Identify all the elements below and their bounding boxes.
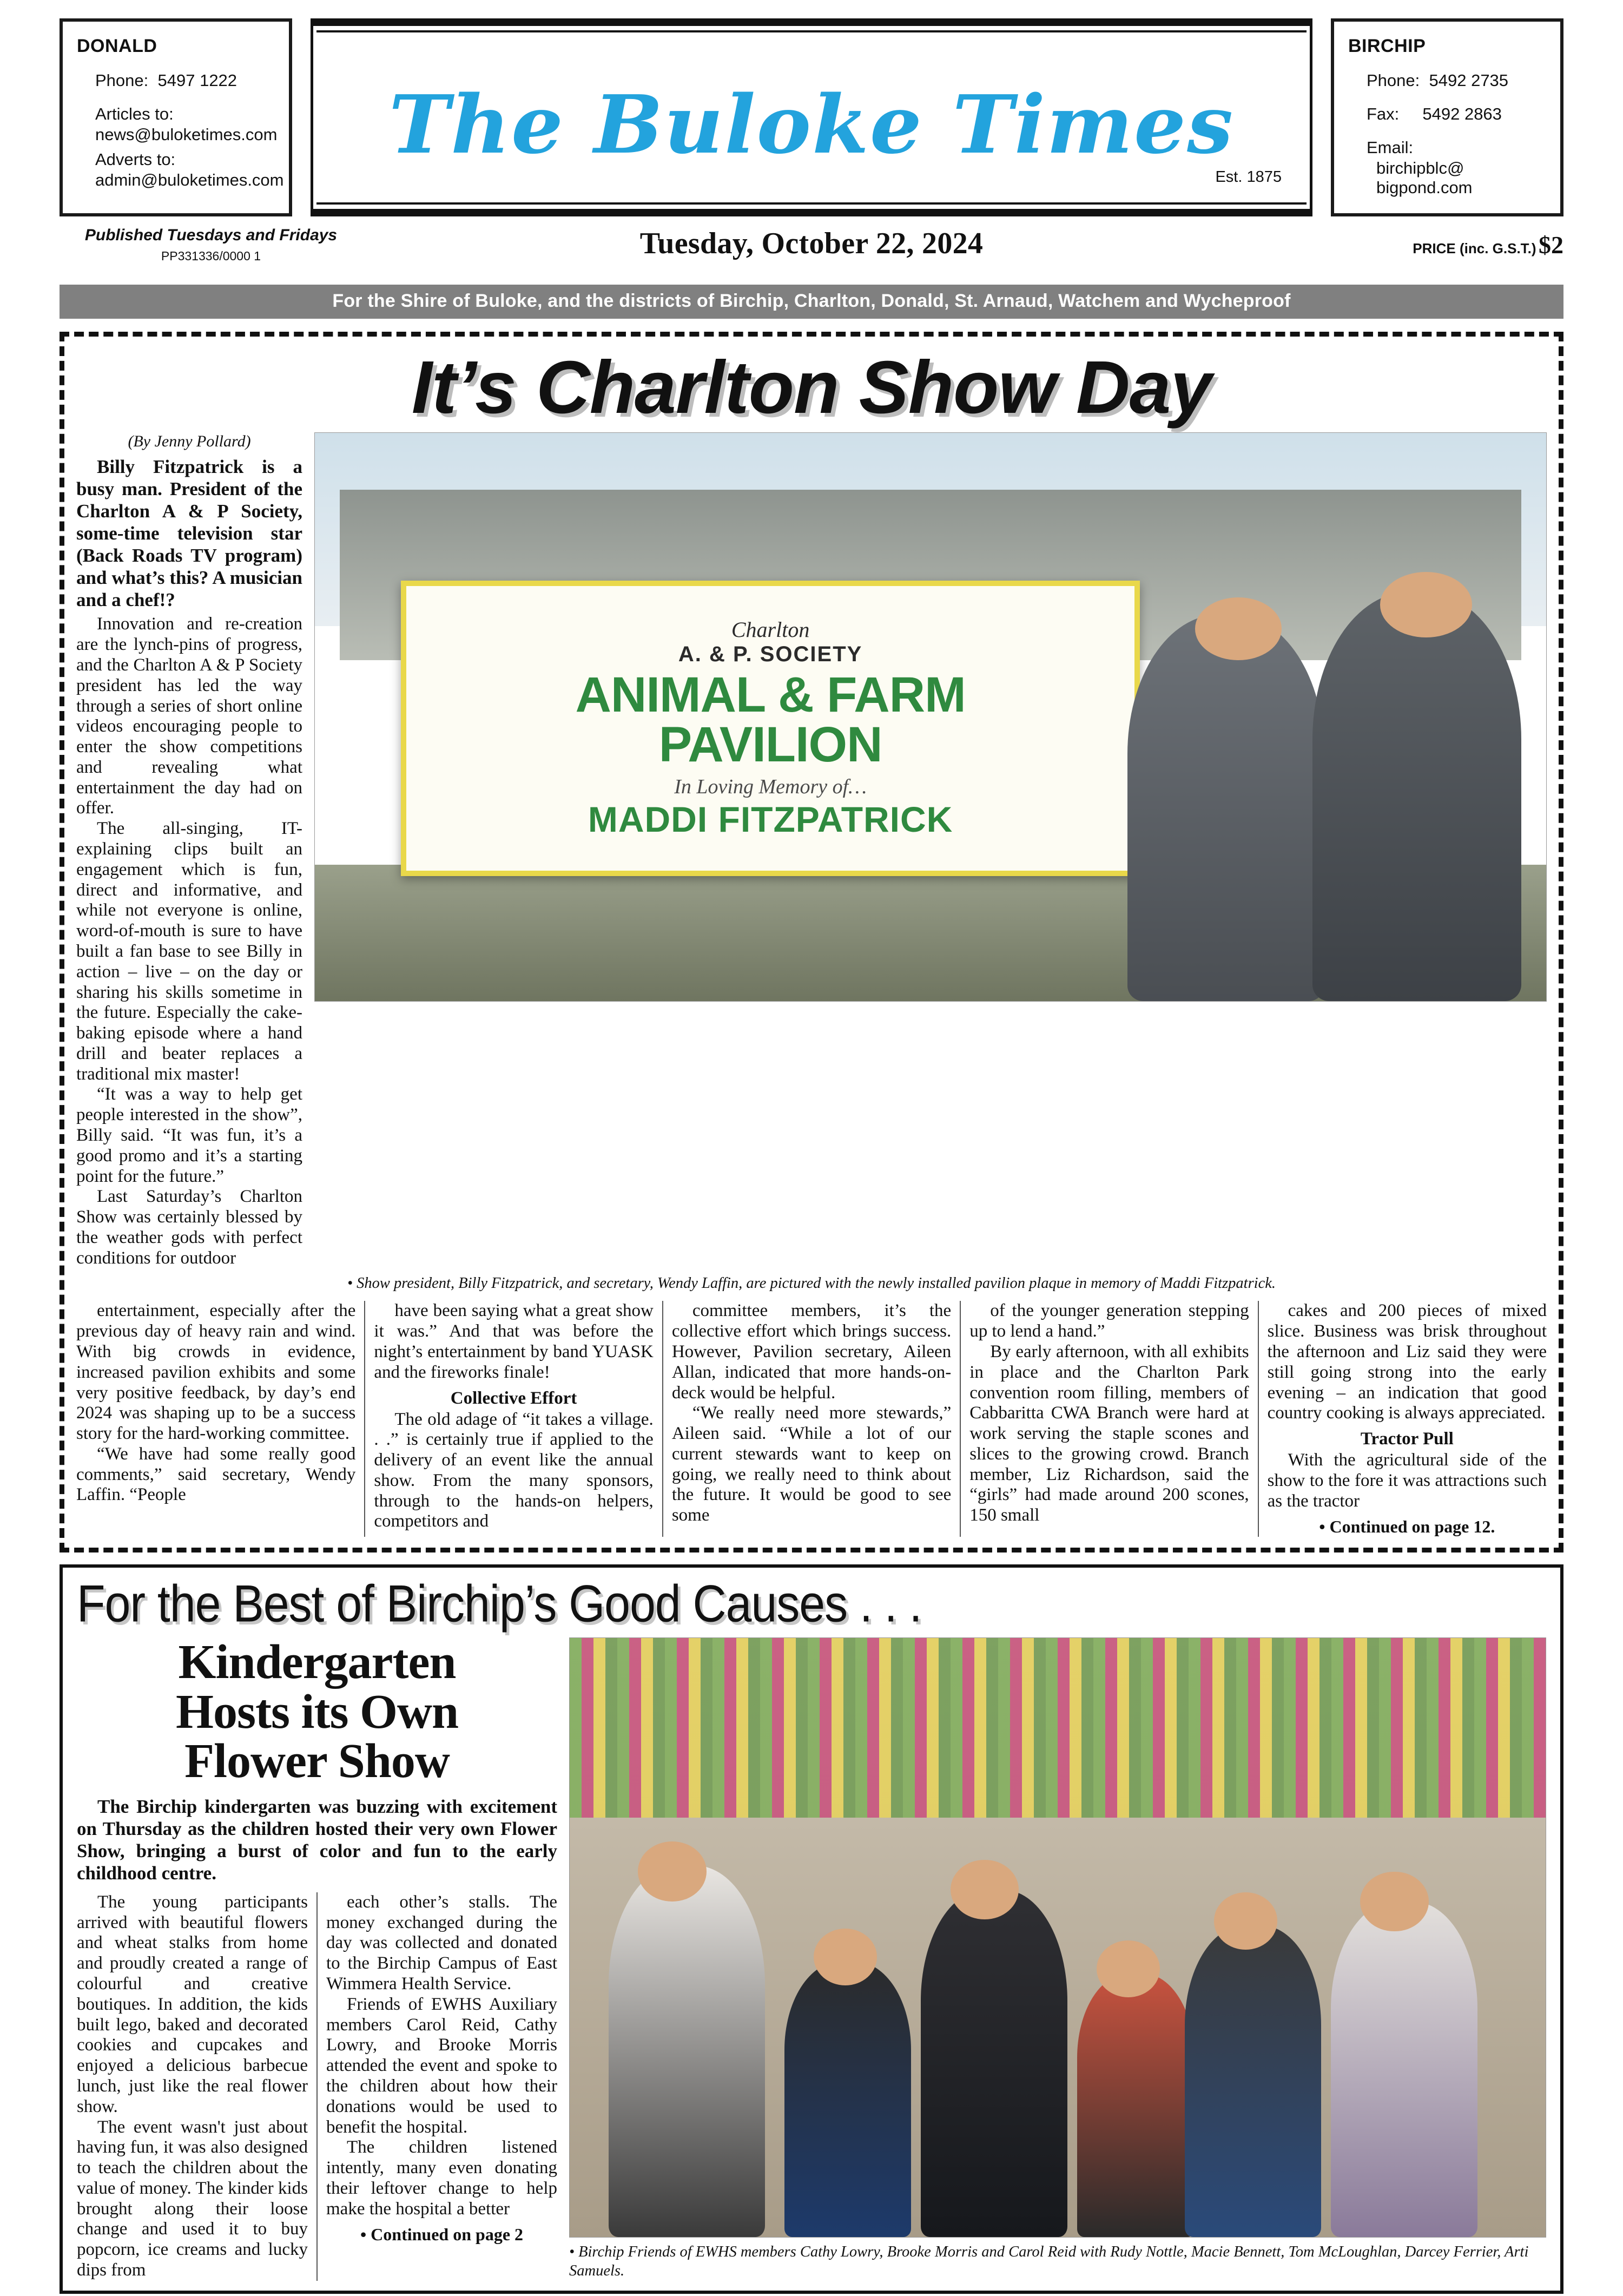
story1-headline: It’s Charlton Show Day [411, 346, 1212, 429]
s2-c2-p1: Friends of EWHS Auxiliary members Carol Reid, Cathy Lowry, and Brooke Morris attended the event and spoke to the children about how their donations would be used to benefit the hospital. [326, 1994, 557, 2137]
birchip-fax-value: 5492 2863 [1422, 104, 1502, 123]
s2-c1-p1: The event wasn't just about having fun, it was also designed to teach the children about the value of money. The kinder kids brought along their loose change and used it to buy popcorn, ice creams and lucky dips from [77, 2117, 308, 2280]
story1-bottom-col-5 [1259, 1301, 1547, 1537]
masthead-subline [0, 216, 1623, 277]
photo-adult-1 [609, 1866, 765, 2238]
s1b-c3-p1: “We really need more stewards,” Aileen said. “While a lot of our current stewards want to keep on going, we really need to think about the future. It would be good to see some [671, 1403, 952, 1525]
donald-articles-email[interactable]: news@buloketimes.com [95, 125, 278, 144]
contact-box-birchip [1331, 18, 1563, 216]
s1b-c4-p0: of the younger generation stepping up to lend a hand.” [969, 1301, 1249, 1341]
story2-headline-line-2: Hosts its Own [175, 1685, 459, 1739]
story1-continued-link[interactable]: • Continued on page 12. [1319, 1517, 1495, 1537]
story2-headline-line-1: Kindergarten [178, 1635, 456, 1689]
story1-photo-caption: • Show president, Billy Fitzpatrick, and secretary, Wendy Laffin, are pictured with the newly installed pavilion plaque in memory of Maddi Fitzpatrick. [347, 1275, 1276, 1292]
photo-art-kinder [570, 1638, 1546, 2237]
price-label: PRICE (inc. G.S.T.) [1413, 240, 1536, 256]
story1-col1-para-2: “It was a way to help get people interested in the show”, Billy said. “It was fun, it’s a good promo and it’s a starting point for the future.” [76, 1084, 302, 1186]
birchip-fax-label: Fax: [1367, 104, 1400, 123]
photo-child-3-head [1214, 1892, 1277, 1949]
nameplate-rule-bottom [316, 202, 1307, 205]
birchip-email-line2: bigpond.com [1376, 177, 1473, 197]
donald-phone-value: 5497 1222 [157, 71, 237, 90]
photo-person-secretary [1127, 615, 1324, 1001]
story2-text-columns [77, 1892, 557, 2281]
s1b-c5-p0: cakes and 200 pieces of mixed slice. Business was brisk throughout the afternoon and Liz said they were still going strong into the early evening – an indication that good country cooking is always appreciated. [1267, 1301, 1547, 1423]
donald-phone-label: Phone: [95, 71, 149, 90]
birchip-fax-row [1367, 104, 1546, 124]
sign-line-4: PAVILION [658, 716, 882, 772]
photo-child-4-head [1360, 1872, 1428, 1932]
story1-col1-para-1: The all-singing, IT-explaining clips built an engagement which is fun, direct and informative, and while not everyone is online, word-of-mouth is sure to have built a fan base to see Billy in action – live – on the day or sharing his skills sometime in the future. Especially the cake-baking episode where a hand drill and beater replaces a traditional mix master! [76, 819, 302, 1084]
s1b-c2-p1: The old adage of “it takes a village. . .” is certainly true if applied to the delivery of an event like the annual show. From the many sponsors, through to the hands-on helpers, competitors and [374, 1409, 654, 1531]
story2-col-1 [77, 1892, 318, 2281]
masthead [0, 0, 1623, 216]
story2-photo-block [569, 1637, 1546, 2281]
price-block [1261, 226, 1563, 259]
story1-bottom-col-4 [961, 1301, 1258, 1537]
photo-child-4 [1331, 1902, 1477, 2237]
s2-c2-p2: The children listened intently, many even donating their leftover change to help make the hospital a better [326, 2137, 557, 2219]
photo-child-1 [784, 1962, 912, 2237]
sign-line-3: ANIMAL & FARM [575, 667, 966, 722]
s1b-c3-p0: committee members, it’s the collective effort which brings success. However, Pavilion secretary, Aileen Allan, indicated that more hands-on-deck would be helpful. [671, 1301, 952, 1403]
pavilion-plaque-sign [401, 581, 1140, 876]
story2-lead: The Birchip kindergarten was buzzing with excitement on Thursday as the children hosted their very own Flower Show, bringing a burst of color and fun to the early childhood centre. [77, 1796, 557, 1884]
photo-adult-1-head [638, 1841, 706, 1902]
story2-headline [77, 1637, 557, 1786]
story2-col-2 [318, 1892, 557, 2281]
photo-adult-2 [921, 1890, 1067, 2237]
story1-lead: Billy Fitzpatrick is a busy man. President of the Charlton A & P Society, some-time television star (Back Roads TV program) and what’s this? A musician and a chef!? [76, 456, 302, 610]
s1b-c2-subhead: Collective Effort [450, 1388, 577, 1408]
s2-c1-p0: The young participants arrived with beautiful flowers and wheat stalks from home and proudly created a range of colourful and creative boutiques. In addition, the kids built lego, baked and decorated cookies and cupcakes and enjoyed a delicious barbecue lunch, just like the real flower show. [77, 1892, 308, 2116]
issue-date-block [362, 226, 1261, 261]
s1b-c1-p0: entertainment, especially after the previous day of heavy rain and wind. With big crowds in evidence, increased pavilion exhibits and some very positive feedback, by day’s end 2024 was shaping up to be a success story for the hard-working committee. [76, 1301, 356, 1444]
story1-col1-para-0: Innovation and re-creation are the lynch-pins of progress, and the Charlton A & P Society president has led the way through a series of short online videos encouraging people to enter the show competitions and revealing what entertainment the day had on offer. [76, 614, 302, 818]
photo-child-3 [1185, 1925, 1322, 2237]
contact-box-donald [60, 18, 292, 216]
birchip-phone-label: Phone: [1367, 71, 1420, 90]
photo-person-president [1312, 592, 1522, 1001]
story1-col1-para-3: Last Saturday’s Charlton Show was certainly blessed by the weather gods with perfect conditions for outdoor [76, 1187, 302, 1268]
story-kindergarten-flower-show [60, 1564, 1563, 2293]
story-charlton-show [60, 332, 1563, 1552]
sign-line-5: In Loving Memory of… [674, 775, 867, 798]
birchip-phone-row [1367, 71, 1546, 90]
story1-bottom-columns [76, 1301, 1547, 1537]
s1b-c4-p1: By early afternoon, with all exhibits in place and the Charlton Park convention room filling, members of Cabbaritta CWA Branch were hard at work serving the staple scones and slices to the growing crowd. Branch member, Liz Richardson, said the “girls” had made around 200 scones, 150 small [969, 1342, 1249, 1525]
sign-line-2: A. & P. SOCIETY [678, 642, 863, 666]
donald-adverts-email[interactable]: admin@buloketimes.com [95, 170, 284, 189]
pp-number: PP331336/0000 1 [161, 249, 261, 263]
coverage-banner: For the Shire of Buloke, and the districts of Birchip, Charlton, Donald, St. Arnaud, Watchem and Wycheproof [60, 285, 1563, 319]
issue-date: Tuesday, October 22, 2024 [639, 227, 984, 260]
s1b-c5-p1: With the agricultural side of the show to the fore it was attractions such as the tractor [1267, 1450, 1547, 1511]
birchip-email-line1: birchipblc@ [1376, 159, 1464, 177]
story2-headline-line-3: Flower Show [184, 1734, 450, 1788]
story1-column-1 [76, 432, 314, 1269]
story2-left-block [77, 1637, 569, 2281]
nameplate-rule-top [316, 30, 1307, 32]
newspaper-title: The Buloke Times [388, 77, 1235, 172]
birchip-email-value[interactable] [1376, 159, 1546, 198]
story1-photo [314, 432, 1547, 1002]
price-amount: $2 [1539, 231, 1563, 259]
story2-kicker: For the Best of Birchip’s Good Causes . . . [77, 1575, 922, 1634]
story1-bottom-col-1 [76, 1301, 365, 1537]
contact-city-donald: DONALD [77, 36, 157, 56]
birchip-phone-value: 5492 2735 [1429, 71, 1509, 90]
s1b-c5-subhead: Tractor Pull [1360, 1429, 1454, 1449]
s1b-c2-p0: have been saying what a great show it was.” And that was before the night’s entertainment by band YUASK and the fireworks finale! [374, 1301, 654, 1382]
nameplate [311, 18, 1312, 216]
photo-flower-display [570, 1638, 1546, 1818]
publication-frequency-block [60, 226, 362, 264]
established-label: Est. 1875 [1215, 168, 1282, 186]
birchip-email-label: Email: [1367, 138, 1414, 157]
photo-child-2 [1077, 1973, 1194, 2237]
photo-adult-2-head [951, 1860, 1019, 1920]
donald-adverts-label: Adverts to: [95, 150, 176, 169]
photo-person-president-head [1380, 572, 1473, 637]
photo-person-secretary-head [1195, 597, 1281, 660]
story1-byline: (By Jenny Pollard) [128, 432, 251, 450]
photo-child-2-head [1097, 1940, 1160, 1997]
sign-line-6: MADDI FITZPATRICK [588, 799, 953, 839]
story1-bottom-col-3 [663, 1301, 961, 1537]
story2-photo-caption: • Birchip Friends of EWHS members Cathy Lowry, Brooke Morris and Carol Reid with Rudy Nottle, Macie Bennett, Tom McLoughlan, Darcey Ferrier, Arti Samuels. [569, 2244, 1529, 2279]
s2-c2-p0: each other’s stalls. The money exchanged during the day was collected and donated to the Birchip Campus of East Wimmera Health Service. [326, 1892, 557, 1994]
photo-child-1-head [814, 1929, 877, 1985]
story2-photo [569, 1637, 1546, 2238]
photo-art-showground [315, 433, 1546, 1001]
story2-body [77, 1637, 1546, 2281]
story1-top-block [76, 432, 1547, 1269]
story2-continued-link[interactable]: • Continued on page 2 [360, 2225, 524, 2245]
s1b-c1-p1: “We have had some really good comments,” said secretary, Wendy Laffin. “People [76, 1444, 356, 1505]
donald-phone-row [95, 71, 275, 90]
published-days: Published Tuesdays and Fridays [84, 226, 338, 244]
donald-articles-label: Articles to: [95, 104, 174, 123]
story1-bottom-col-2 [365, 1301, 663, 1537]
contact-city-birchip: BIRCHIP [1348, 36, 1426, 56]
sign-line-1: Charlton [731, 617, 810, 642]
